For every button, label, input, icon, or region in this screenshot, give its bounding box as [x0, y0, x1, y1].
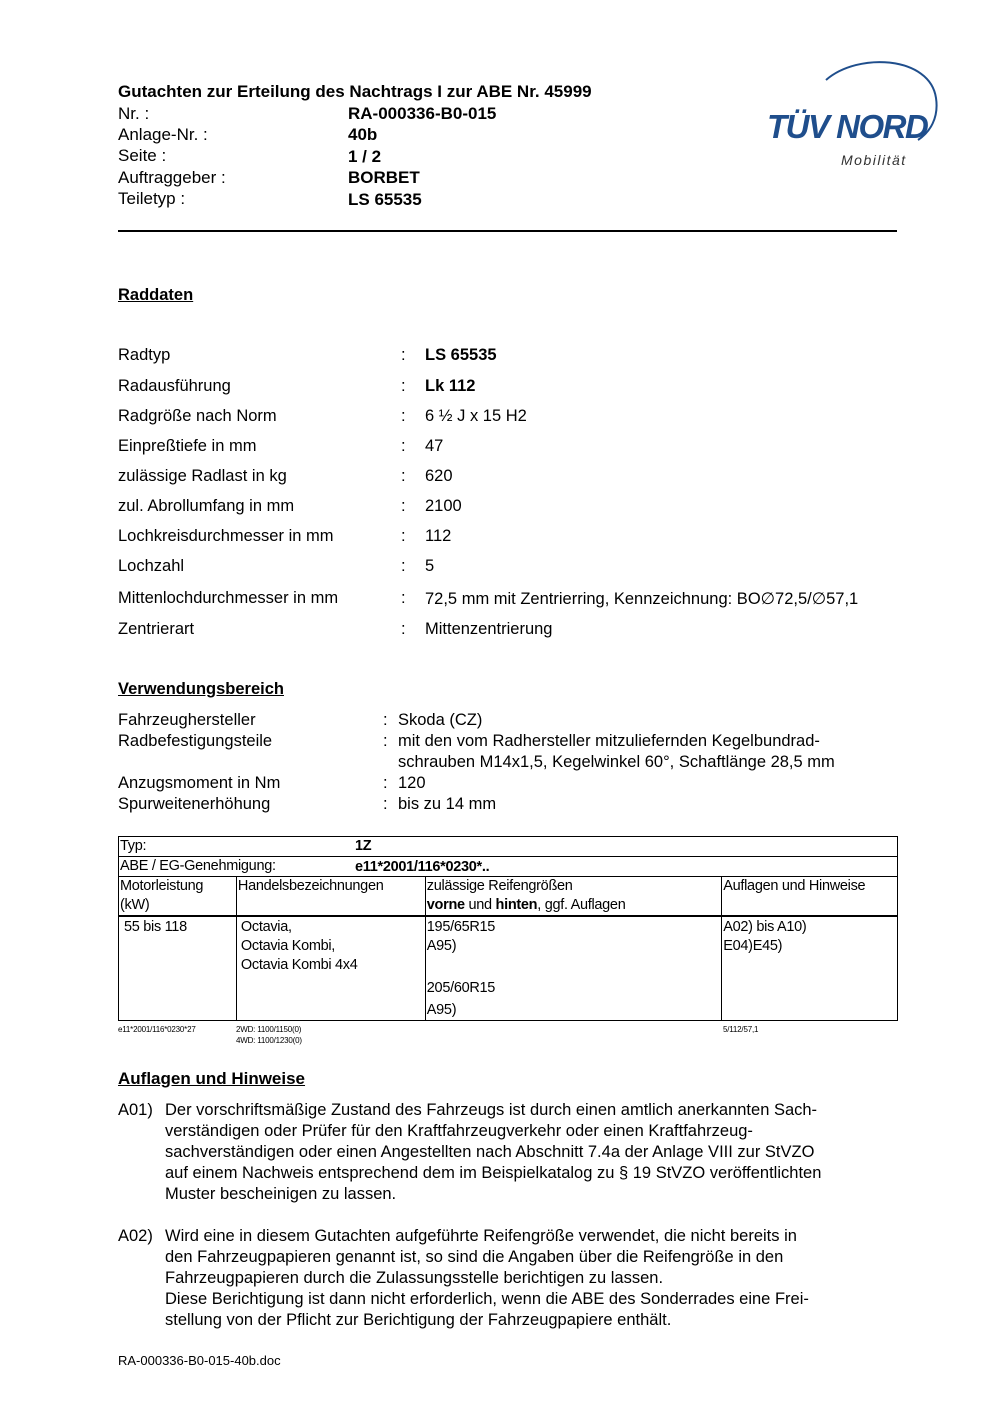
header-value-auftraggeber: BORBET — [348, 168, 420, 187]
raddaten-value: Mittenzentrierung — [425, 620, 553, 638]
note-line: auf einem Nachweis entsprechend dem im Beispielkatalog zu § 19 StVZO veröffentlichten — [165, 1164, 822, 1182]
verwendung-value: bis zu 14 mm — [398, 795, 497, 813]
header-divider — [118, 230, 897, 232]
colon: : — [401, 497, 406, 515]
footnote-4wd: 4WD: 1100/1230(0) — [236, 1036, 302, 1045]
raddaten-value: 2100 — [425, 497, 462, 515]
cell-auflagen: A02) bis A10) — [723, 919, 807, 935]
raddaten-label: Lochkreisdurchmesser in mm — [118, 527, 334, 545]
col-header-handel: Handelsbezeichnungen — [237, 878, 384, 894]
col-header-reifen-sub — [427, 896, 720, 915]
note-line: stellung von der Pflicht zur Berichtigung der Fahrzeugpapiere enthält. — [165, 1311, 672, 1329]
cell-tire-note: A95) — [426, 1002, 457, 1018]
raddaten-label: Mittenlochdurchmesser in mm — [118, 589, 339, 607]
col-header-reifen: zulässige Reifengrößen — [426, 878, 573, 894]
col-header-motor-unit: (kW) — [120, 897, 150, 913]
header-value-seite: 1 / 2 — [348, 147, 382, 166]
colon: : — [401, 527, 406, 545]
header-label-teiletyp: Teiletyp : — [118, 189, 186, 208]
verwendung-value-cont: schrauben M14x1,5, Kegelwinkel 60°, Schaftlänge 28,5 mm — [398, 753, 835, 771]
raddaten-value: 47 — [425, 437, 444, 455]
section-heading-verwendung: Verwendungsbereich — [118, 680, 284, 698]
header-value-nr: RA-000336-B0-015 — [348, 104, 497, 123]
footnote-lochkreis: 5/112/57,1 — [723, 1025, 759, 1034]
logo-brand: TÜV NORD — [767, 108, 928, 145]
raddaten-label: Zentrierart — [118, 620, 195, 638]
cell-name: Octavia Kombi, — [240, 938, 336, 954]
header-label-anlage: Anlage-Nr. : — [118, 125, 208, 144]
header-value-anlage: 40b — [348, 125, 378, 144]
colon: : — [401, 557, 406, 575]
header-value-teiletyp: LS 65535 — [348, 190, 422, 209]
typ-label: Typ: — [120, 838, 147, 854]
header-label-seite: Seite : — [118, 146, 167, 165]
col-header-motor: Motorleistung — [120, 878, 204, 894]
cell-auflagen: E04)E45) — [723, 938, 783, 954]
colon: : — [401, 437, 406, 455]
note-line: Fahrzeugpapieren durch die Zulassungsstelle berichtigen zu lassen. — [165, 1269, 664, 1287]
note-line: verständigen oder Prüfer für den Kraftfahrzeugverkehr oder einen Kraftfahrzeug- — [165, 1122, 753, 1140]
colon: : — [383, 711, 388, 729]
raddaten-value: 6 ½ J x 15 H2 — [425, 407, 527, 425]
table-row-typ — [119, 837, 898, 857]
cell-name: Octavia Kombi 4x4 — [240, 957, 358, 973]
note-number: A01) — [118, 1101, 153, 1119]
cell-motor: 55 bis 118 — [124, 919, 187, 935]
colon: : — [401, 407, 406, 425]
reifen-sub-und: und — [464, 897, 496, 913]
reifen-sub-auflagen: , ggf. Auflagen — [537, 897, 626, 913]
header-label-nr: Nr. : — [118, 104, 150, 123]
colon: : — [401, 377, 406, 395]
table-row-abe — [119, 857, 898, 877]
note-line: Wird eine in diesem Gutachten aufgeführte Reifengröße verwendet, die nicht bereits in — [165, 1227, 797, 1245]
note-item-a02 — [118, 1226, 898, 1331]
abe-value: e11*2001/116*0230*.. — [355, 859, 490, 875]
raddaten-label: Einpreßtiefe in mm — [118, 437, 257, 455]
table-row — [119, 916, 898, 1021]
verwendung-value: mit den vom Radhersteller mitzuliefernden Kegelbundrad- — [398, 732, 820, 750]
cell-name: Octavia, — [240, 919, 292, 935]
footnote-abe: e11*2001/116*0230*27 — [118, 1025, 196, 1034]
note-line: sachverständigen oder einen Angestellten nach Abschnitt 7.4a der Anlage VIII zur StVZO — [165, 1143, 815, 1161]
verwendung-value: 120 — [398, 774, 426, 792]
colon: : — [401, 620, 406, 638]
verwendung-label: Anzugsmoment in Nm — [118, 774, 281, 792]
raddaten-label: Radtyp — [118, 346, 171, 364]
reifen-sub-hinten: hinten — [495, 897, 538, 913]
note-line: Muster bescheinigen zu lassen. — [165, 1185, 397, 1203]
raddaten-label: zulässige Radlast in kg — [118, 467, 287, 485]
colon: : — [383, 795, 388, 813]
abe-label: ABE / EG-Genehmigung: — [120, 858, 276, 874]
raddaten-label: Radgröße nach Norm — [118, 407, 277, 425]
section-heading-raddaten: Raddaten — [118, 286, 194, 304]
table-header-row — [119, 877, 898, 917]
colon: : — [383, 774, 388, 792]
raddaten-label: Radausführung — [118, 377, 231, 395]
header-label-auftraggeber: Auftraggeber : — [118, 168, 226, 187]
cell-tire: 205/60R15 — [426, 980, 496, 996]
cell-tire-note: A95) — [426, 938, 457, 954]
raddaten-value: LS 65535 — [425, 346, 497, 364]
verwendung-label: Radbefestigungsteile — [118, 732, 273, 750]
verwendung-label: Spurweitenerhöhung — [118, 795, 271, 813]
raddaten-value: 72,5 mm mit Zentrierring, Kennzeichnung: BO∅72,5/∅57,1 — [425, 590, 859, 608]
typ-value: 1Z — [355, 838, 372, 854]
reifen-sub-vorne: vorne — [426, 897, 465, 913]
note-item-a01 — [118, 1100, 898, 1205]
raddaten-value: 620 — [425, 467, 453, 485]
raddaten-value: 112 — [425, 527, 452, 545]
raddaten-value: Lk 112 — [425, 377, 476, 395]
raddaten-label: Lochzahl — [118, 557, 185, 575]
verwendung-value: Skoda (CZ) — [398, 711, 483, 729]
vehicle-table — [118, 836, 898, 1021]
section-heading-auflagen: Auflagen und Hinweise — [118, 1069, 306, 1088]
logo-subtitle: Mobilität — [841, 152, 907, 168]
note-line: den Fahrzeugpapieren genannt ist, so sind die Angaben über die Reifengröße in den — [165, 1248, 784, 1266]
cell-tire: 195/65R15 — [426, 919, 496, 935]
note-number: A02) — [118, 1227, 153, 1245]
verwendung-label: Fahrzeughersteller — [118, 711, 256, 729]
colon: : — [401, 467, 406, 485]
raddaten-value: 5 — [425, 557, 435, 575]
footer-filename: RA-000336-B0-015-40b.doc — [118, 1353, 281, 1368]
raddaten-label: zul. Abrollumfang in mm — [118, 497, 295, 515]
note-line: Diese Berichtigung ist dann nicht erforderlich, wenn die ABE des Sonderrades eine Frei- — [165, 1290, 809, 1308]
document-title: Gutachten zur Erteilung des Nachtrags I zur ABE Nr. 45999 — [118, 82, 592, 101]
col-header-auflagen: Auflagen und Hinweise — [723, 878, 866, 894]
colon: : — [401, 589, 406, 607]
note-line: Der vorschriftsmäßige Zustand des Fahrzeugs ist durch einen amtlich anerkannten Sach- — [165, 1101, 818, 1119]
colon: : — [401, 346, 406, 364]
colon: : — [383, 732, 388, 750]
footnote-2wd: 2WD: 1100/1150(0) — [236, 1025, 302, 1034]
